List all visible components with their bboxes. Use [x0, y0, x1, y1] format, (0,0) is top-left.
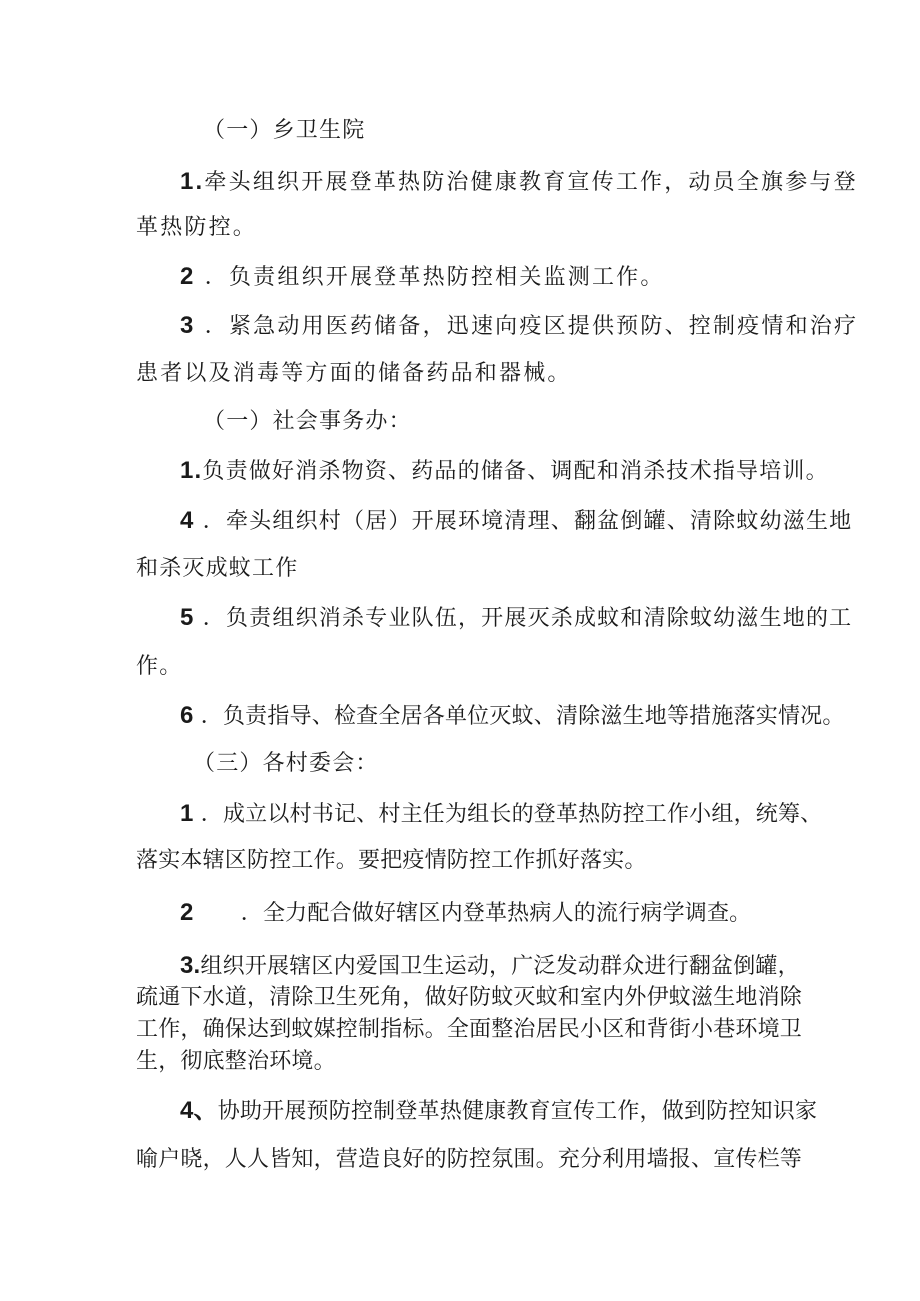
item-number: 5	[180, 604, 195, 631]
item-number: 2	[180, 263, 196, 290]
item-text: 疏通下水道，清除卫生死角，做好防蚊灭蚊和室内外伊蚊滋生地消除	[136, 985, 803, 1010]
item-number: 2	[180, 899, 194, 926]
section-3-item-3-line-1	[180, 951, 800, 982]
section-2-item-6	[180, 701, 845, 732]
item-number: 1.	[180, 457, 203, 484]
section-3-heading	[193, 749, 379, 779]
section-3-item-1-line-1	[180, 799, 822, 830]
item-text: 作。	[136, 654, 183, 679]
item-text: ．紧急动用医药储备，迅速向疫区提供预防、控制疫情和治疗	[204, 314, 859, 339]
section-3-item-1-line-2	[136, 846, 647, 876]
section-2-heading	[203, 407, 412, 437]
item-number: 4、	[180, 1097, 218, 1124]
item-number: 6	[180, 702, 194, 729]
section-1-item-3-line-2	[136, 359, 572, 389]
section-2-heading-text: （一）社会事务办：	[203, 409, 412, 434]
item-text: 牵头组织开展登革热防治健康教育宣传工作，动员全旗参与登	[204, 170, 858, 195]
item-text: 工作，确保达到蚊媒控制指标。全面整治居民小区和背街小巷环境卫	[136, 1017, 803, 1042]
item-text: 革热防控。	[136, 215, 258, 240]
section-3-item-4-line-1	[180, 1096, 817, 1127]
item-text: 喻户晓，人人皆知，营造良好的防控氛围。充分利用墙报、宣传栏等	[136, 1147, 803, 1172]
item-text: ．负责组织消杀专业队伍，开展灭杀成蚊和清除蚊幼滋生地的工	[202, 606, 853, 631]
section-2-item-4-line-2	[136, 554, 298, 584]
item-text: 和杀灭成蚊工作	[136, 556, 299, 581]
section-1-item-2	[180, 262, 665, 293]
section-3-item-3-line-3	[136, 1015, 802, 1045]
section-1-heading-text: （一）乡卫生院	[203, 118, 366, 143]
item-text: ．全力配合做好辖区内登革热病人的流行病学调查。	[240, 901, 752, 926]
section-1-heading	[203, 116, 365, 146]
item-text: ．成立以村书记、村主任为组长的登革热防控工作小组，统筹、	[200, 802, 823, 827]
section-1-item-3-line-1	[180, 311, 858, 342]
section-3-item-3-line-4	[136, 1047, 336, 1077]
item-text: 负责做好消杀物资、药品的储备、调配和消杀技术指导培训。	[202, 459, 829, 484]
section-3-item-2	[180, 898, 751, 929]
item-number: 1.	[180, 168, 205, 195]
item-text: 患者以及消毒等方面的储备药品和器械。	[136, 361, 572, 386]
item-text: 协助开展预防控制登革热健康教育宣传工作，做到防控知识家	[217, 1099, 818, 1124]
item-number: 3	[180, 312, 196, 339]
section-2-item-5-line-1	[180, 603, 852, 634]
section-1-item-1-line-2	[136, 213, 257, 243]
item-text: ．负责组织开展登革热防控相关监测工作。	[204, 265, 665, 290]
section-2-item-5-line-2	[136, 652, 182, 682]
item-number: 4	[180, 507, 195, 534]
item-text: 组织开展辖区内爱国卫生运动，广泛发动群众进行翻盆倒罐，	[200, 954, 800, 979]
section-3-heading-text: （三）各村委会：	[193, 751, 379, 776]
item-number: 1	[180, 800, 194, 827]
section-3-item-4-line-2	[136, 1145, 802, 1175]
item-text: 生，彻底整治环境。	[136, 1049, 336, 1074]
section-3-item-3-line-2	[136, 983, 802, 1013]
item-text: ．牵头组织村（居）开展环境清理、翻盆倒罐、清除蚊幼滋生地	[202, 509, 853, 534]
item-text: ．负责指导、检查全居各单位灭蚊、清除滋生地等措施落实情况。	[200, 704, 845, 729]
section-2-item-1	[180, 456, 829, 487]
item-text: 落实本辖区防控工作。要把疫情防控工作抓好落实。	[136, 848, 647, 873]
section-1-item-1-line-1	[180, 167, 858, 198]
section-2-item-4-line-1	[180, 506, 852, 537]
item-number: 3.	[180, 952, 201, 979]
